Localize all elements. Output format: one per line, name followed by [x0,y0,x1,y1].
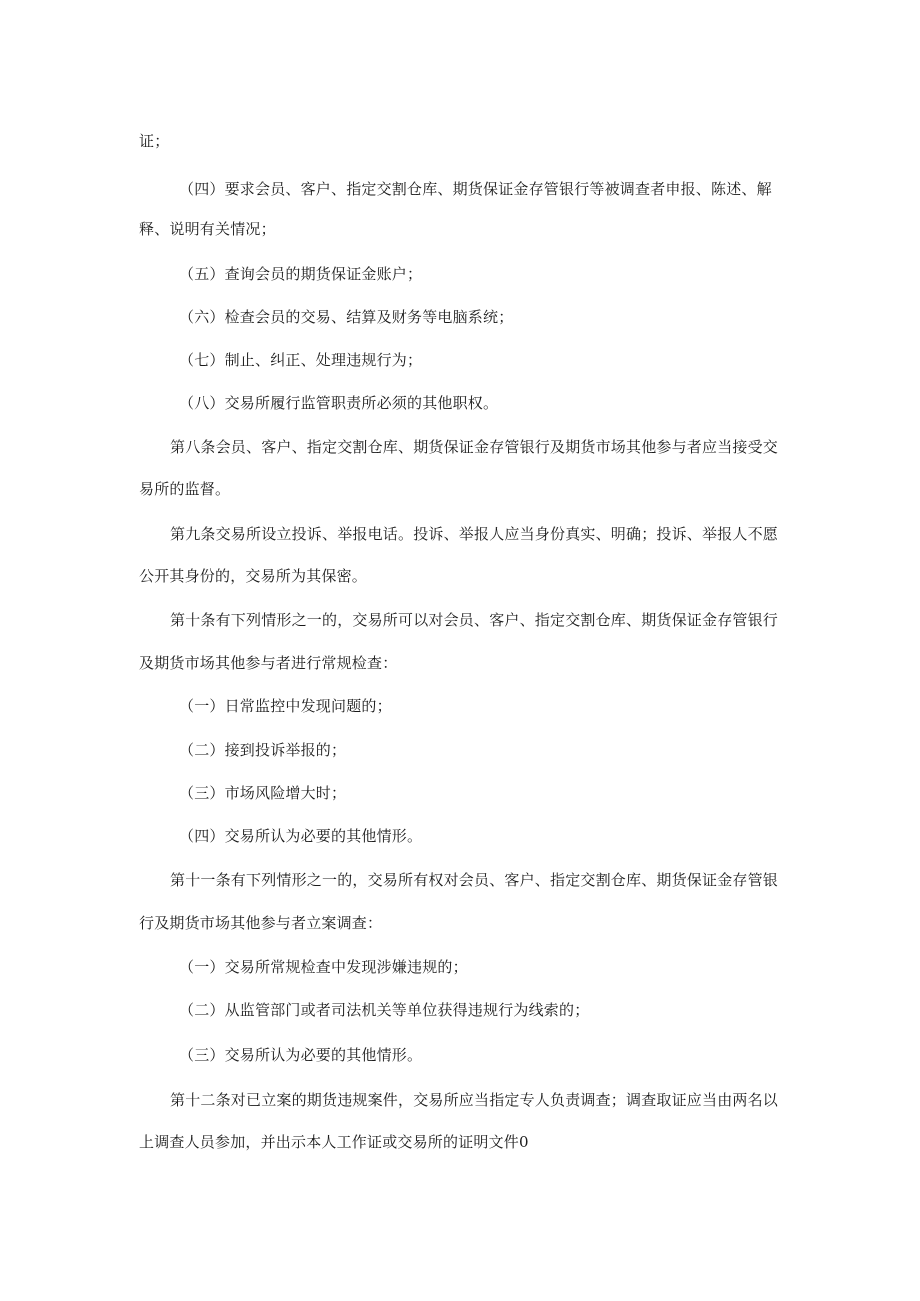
article-paragraph: 第八条会员、客户、指定交割仓库、期货保证金存管银行及期货市场其他参与者应当接受交 [170,438,779,456]
list-item: （四）交易所认为必要的其他情形。 [179,827,423,845]
list-item: （三）交易所认为必要的其他情形。 [179,1046,423,1064]
list-item: （七）制止、纠正、处理违规行为； [179,351,423,369]
list-item: （四）要求会员、客户、指定交割仓库、期货保证金存管银行等被调查者申报、陈述、解 [179,180,772,198]
list-item: （三）市场风险增大时； [179,784,347,802]
article-paragraph: 第十一条有下列情形之一的，交易所有权对会员、客户、指定交割仓库、期货保证金存管银 [170,871,779,889]
list-item: （一）交易所常规检查中发现涉嫌违规的； [179,958,468,976]
text-line: 易所的监督。 [139,480,231,498]
text-line: 及期货市场其他参与者进行常规检查： [139,654,398,672]
text-line: 释、说明有关情况； [139,220,276,238]
list-item: （六）检查会员的交易、结算及财务等电脑系统； [179,308,514,326]
list-item: （二）从监管部门或者司法机关等单位获得违规行为线索的； [179,1001,590,1019]
text-line: 证； [139,132,170,150]
text-line: 上调查人员参加，并出示本人工作证或交易所的证明文件0 [139,1133,529,1151]
list-item: （五）查询会员的期货保证金账户； [179,265,423,283]
text-line: 公开其身份的，交易所为其保密。 [139,567,368,585]
list-item: （二）接到投诉举报的； [179,741,347,759]
article-paragraph: 第十二条对已立案的期货违规案件，交易所应当指定专人负责调查；调查取证应当由两名以 [170,1091,779,1109]
article-paragraph: 第九条交易所设立投诉、举报电话。投诉、举报人应当身份真实、明确；投诉、举报人不愿 [170,525,779,543]
list-item: （一）日常监控中发现问题的； [179,697,392,715]
text-line: 行及期货市场其他参与者立案调查： [139,914,383,932]
list-item: （八）交易所履行监管职责所必须的其他职权。 [179,394,499,412]
article-paragraph: 第十条有下列情形之一的，交易所可以对会员、客户、指定交割仓库、期货保证金存管银行 [170,611,779,629]
